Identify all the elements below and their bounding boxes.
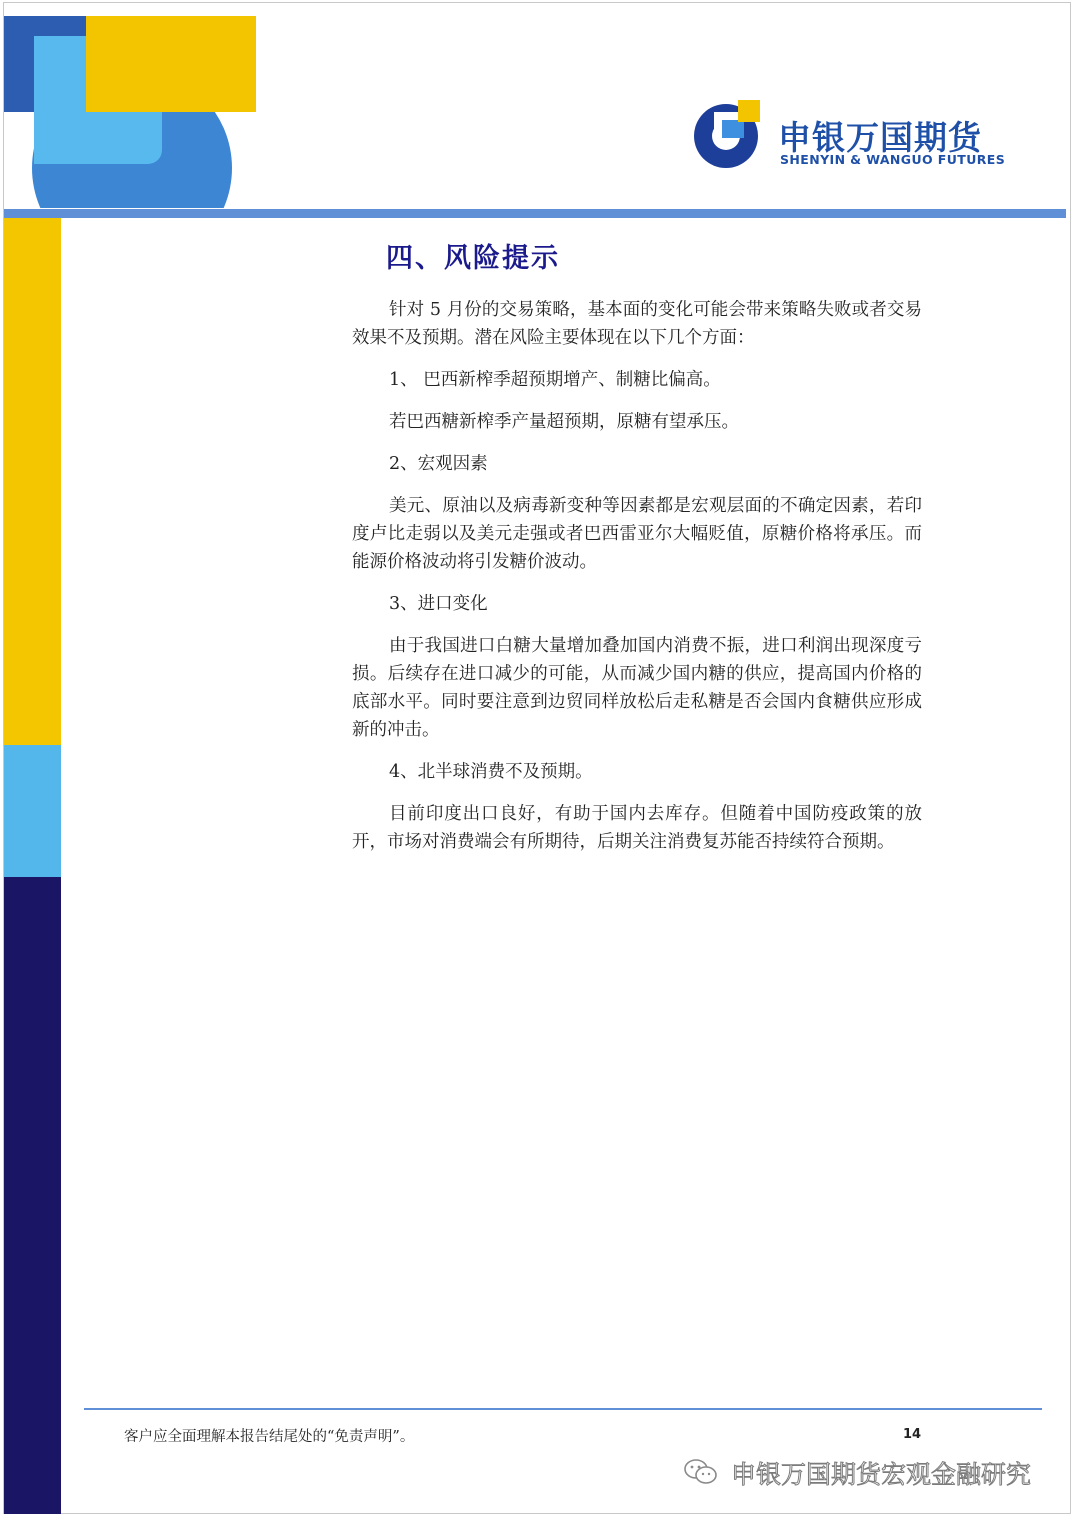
- risk-heading: 2、宏观因素: [389, 454, 488, 474]
- company-logo: [692, 96, 1006, 176]
- page-number: 14: [903, 1427, 922, 1442]
- side-stripe-light-blue: [4, 745, 61, 877]
- watermark-text: 申银万国期货宏观金融研究: [731, 1460, 1032, 1489]
- risk-body: 若巴西糖新榨季产量超预期，原糖有望承压。: [389, 412, 739, 432]
- risk-heading: 3、进口变化: [389, 594, 488, 614]
- disclaimer-note: 客户应全面理解本报告结尾处的“免责声明”。: [124, 1429, 415, 1445]
- risk-body: 美元、原油以及病毒新变种等因素都是宏观层面的不确定因素，若印度卢比走弱以及美元走强或者巴西雷亚尔大幅贬值，原糖价格将承压。而能源价格波动将引发糖价波动。: [352, 496, 922, 572]
- section-title: 四、风险提示: [386, 243, 560, 274]
- risk-body: 目前印度出口良好，有助于国内去库存。但随着中国防疫政策的放开，市场对消费端会有所期待，后期关注消费复苏能否持续符合预期。: [352, 804, 922, 852]
- risk-body: 由于我国进口白糖大量增加叠加国内消费不振，进口利润出现深度亏损。后续存在进口减少的可能，从而减少国内糖的供应，提高国内价格的底部水平。同时要注意到边贸同样放松后走私糖是否会国内食糖供应形成新的冲击。: [352, 636, 922, 740]
- header-rule: [4, 209, 1066, 218]
- footer-rule: [84, 1408, 1042, 1410]
- risk-heading: 1、 巴西新榨季超预期增产、制糖比偏高。: [389, 370, 721, 390]
- wechat-watermark: [683, 1454, 1043, 1490]
- intro-paragraph: 针对 5 月份的交易策略，基本面的变化可能会带来策略失败或者交易效果不及预期。潜在风险主要体现在以下几个方面：: [352, 300, 922, 348]
- side-stripe-yellow: [4, 218, 61, 745]
- logo-name-cn: 申银万国期货: [778, 118, 982, 157]
- header-decoration-block: [86, 16, 256, 112]
- wechat-icon: [683, 1458, 719, 1486]
- logo-name-en: SHENYIN & WANGUO FUTURES: [780, 152, 1006, 167]
- side-stripe-navy: [4, 877, 61, 1514]
- logo-mark-icon: [692, 98, 762, 168]
- risk-content: [352, 296, 922, 870]
- risk-heading: 4、北半球消费不及预期。: [389, 762, 593, 782]
